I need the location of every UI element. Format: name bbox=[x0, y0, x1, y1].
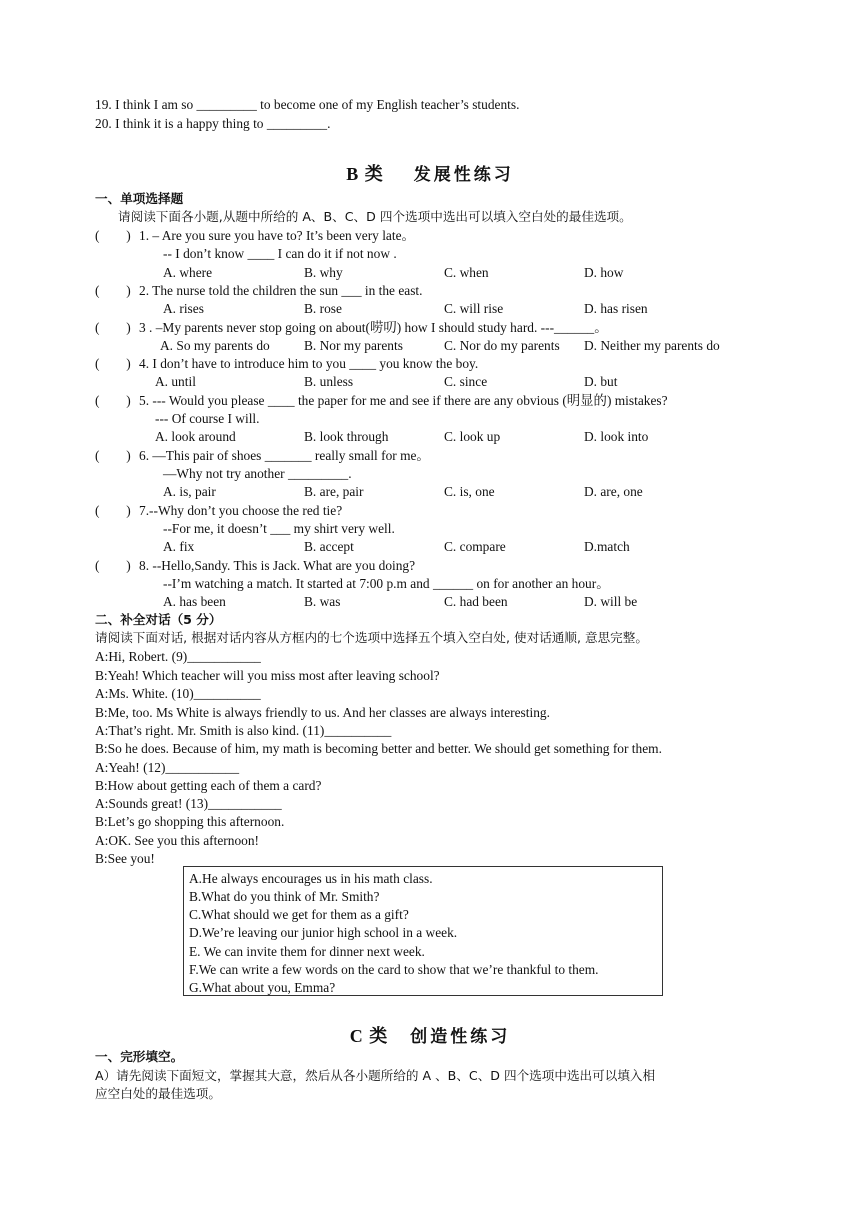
q7-option-c: C. compare bbox=[444, 539, 506, 554]
section-1-instruction: 请阅读下面各小题,从题中所给的 A、B、C、D 四个选项中选出可以填入空白处的最佳选项。 bbox=[118, 209, 632, 224]
mc-question-3: ( ) 3 . –My parents never stop going on about(唠叨) how I should study hard. ---______。 bbox=[95, 320, 608, 335]
dialogue-line: B:How about getting each of them a card? bbox=[95, 778, 322, 793]
dialogue-line: A:OK. See you this afternoon! bbox=[95, 833, 260, 848]
q5-option-c: C. look up bbox=[444, 429, 501, 444]
q1-option-a: A. where bbox=[163, 265, 213, 280]
q6-option-a: A. is, pair bbox=[163, 484, 216, 499]
option-choice: D.We’re leaving our junior high school in a week. bbox=[189, 925, 458, 940]
dialogue-line: B:See you! bbox=[95, 851, 155, 866]
dialogue-line: B:Let’s go shopping this afternoon. bbox=[95, 814, 285, 829]
section-2-heading: 二、补全对话（5 分） bbox=[95, 612, 222, 627]
part-c-text: 创造性练习 bbox=[410, 1027, 511, 1047]
q7-option-b: B. accept bbox=[304, 539, 354, 554]
mc-question-8-line2: --I’m watching a match. It started at 7:00 p.m and ______ on for another an hour。 bbox=[163, 576, 610, 591]
mc-question-7: ( ) 7.--Why don’t you choose the red tie? bbox=[95, 503, 343, 518]
dialogue-line: A:Sounds great! (13)___________ bbox=[95, 796, 282, 811]
q5-option-b: B. look through bbox=[304, 429, 389, 444]
part-c-instruction-line2: 应空白处的最佳选项。 bbox=[95, 1086, 221, 1101]
q3-option-b: B. Nor my parents bbox=[304, 338, 403, 353]
q2-option-d: D. has risen bbox=[584, 301, 648, 316]
q7-option-a: A. fix bbox=[163, 539, 195, 554]
q3-option-c: C. Nor do my parents bbox=[444, 338, 560, 353]
dialogue-line: A:Ms. White. (10)__________ bbox=[95, 686, 261, 701]
dialogue-line: B:Me, too. Ms White is always friendly to us. And her classes are always interesting. bbox=[95, 705, 550, 720]
part-c-section-1-heading: 一、完形填空。 bbox=[95, 1049, 184, 1064]
q2-option-c: C. will rise bbox=[444, 301, 504, 316]
q4-option-c: C. since bbox=[444, 374, 488, 389]
part-b-text: 发展性练习 bbox=[413, 165, 514, 185]
mc-question-8: ( ) 8. --Hello,Sandy. This is Jack. What are you doing? bbox=[95, 558, 416, 573]
q5-option-d: D. look into bbox=[584, 429, 649, 444]
mc-question-6-line2: —Why not try another _________. bbox=[163, 466, 352, 481]
option-choice: G.What about you, Emma? bbox=[189, 980, 336, 995]
section-1-heading: 一、单项选择题 bbox=[95, 191, 184, 206]
q3-option-a: A. So my parents do bbox=[160, 338, 270, 353]
q5-option-a: A. look around bbox=[155, 429, 236, 444]
option-choice: A.He always encourages us in his math class. bbox=[189, 871, 433, 886]
q4-option-b: B. unless bbox=[304, 374, 354, 389]
option-choice: E. We can invite them for dinner next week. bbox=[189, 944, 425, 959]
mc-question-5-line2: --- Of course I will. bbox=[155, 411, 260, 426]
q4-option-a: A. until bbox=[155, 374, 196, 389]
option-choice: F.We can write a few words on the card to show that we’re thankful to them. bbox=[189, 962, 599, 977]
q8-option-a: A. has been bbox=[163, 594, 226, 609]
q8-option-c: C. had been bbox=[444, 594, 508, 609]
question-20: 20. I think it is a happy thing to _________. bbox=[95, 116, 331, 131]
mc-question-1: ( ) 1. – Are you sure you have to? It’s been very late。 bbox=[95, 228, 415, 243]
option-choice: C.What should we get for them as a gift? bbox=[189, 907, 409, 922]
mc-question-2: ( ) 2. The nurse told the children the sun ___ in the east. bbox=[95, 283, 423, 298]
option-choice: B.What do you think of Mr. Smith? bbox=[189, 889, 380, 904]
q8-option-b: B. was bbox=[304, 594, 341, 609]
q6-option-b: B. are, pair bbox=[304, 484, 364, 499]
q7-option-d: D.match bbox=[584, 539, 630, 554]
q3-option-d: D. Neither my parents do bbox=[584, 338, 720, 353]
part-c-instruction-line1: A）请先阅读下面短文，掌握其大意，然后从各小题所给的 A 、B、C、D 四个选项中选出可以填入相 bbox=[95, 1068, 656, 1083]
q6-option-c: C. is, one bbox=[444, 484, 495, 499]
q6-option-d: D. are, one bbox=[584, 484, 643, 499]
q1-option-b: B. why bbox=[304, 265, 343, 280]
q8-option-d: D. will be bbox=[584, 594, 638, 609]
mc-question-6: ( ) 6. —This pair of shoes _______ really small for me。 bbox=[95, 448, 430, 463]
mc-question-5: ( ) 5. --- Would you please ____ the paper for me and see if there are any obvious (明显的) mistakes? bbox=[95, 393, 668, 408]
q4-option-d: D. but bbox=[584, 374, 618, 389]
options-box bbox=[183, 866, 663, 996]
dialogue-line: A:Yeah! (12)___________ bbox=[95, 760, 240, 775]
q2-option-a: A. rises bbox=[163, 301, 204, 316]
part-c-title bbox=[0, 1022, 860, 1048]
dialogue-line: A:Hi, Robert. (9)___________ bbox=[95, 649, 261, 664]
question-19: 19. I think I am so _________ to become one of my English teacher’s students. bbox=[95, 97, 520, 112]
part-c-letter: C 类 bbox=[349, 1026, 389, 1046]
q1-option-d: D. how bbox=[584, 265, 624, 280]
dialogue-line: B:Yeah! Which teacher will you miss most after leaving school? bbox=[95, 668, 440, 683]
mc-question-7-line2: --For me, it doesn’t ___ my shirt very well. bbox=[163, 521, 395, 536]
section-2-instruction: 请阅读下面对话, 根据对话内容从方框内的七个选项中选择五个填入空白处, 使对话通顺, 意思完整。 bbox=[95, 630, 648, 645]
part-b-title bbox=[0, 160, 860, 186]
mc-question-4: ( ) 4. I don’t have to introduce him to you ____ you know the boy. bbox=[95, 356, 479, 371]
mc-question-1-line2: -- I don’t know ____ I can do it if not now . bbox=[163, 246, 397, 261]
dialogue-line: B:So he does. Because of him, my math is becoming better and better. We should get something for them. bbox=[95, 741, 662, 756]
part-b-letter: B 类 bbox=[346, 164, 384, 184]
q2-option-b: B. rose bbox=[304, 301, 342, 316]
q1-option-c: C. when bbox=[444, 265, 489, 280]
dialogue-line: A:That’s right. Mr. Smith is also kind. (11)__________ bbox=[95, 723, 392, 738]
